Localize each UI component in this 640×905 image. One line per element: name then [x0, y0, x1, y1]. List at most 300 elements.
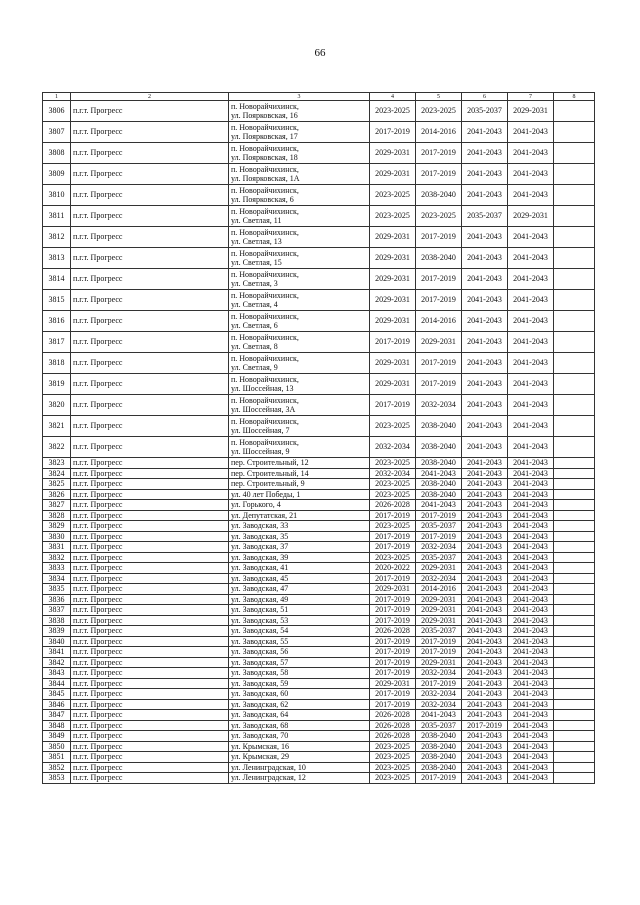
period-cell-y7: 2041-2043 [508, 164, 554, 185]
empty-cell [554, 668, 595, 679]
period-cell-y5: 2023-2025 [416, 206, 462, 227]
empty-cell [554, 710, 595, 721]
settlement-cell: п.г.т. Прогресс [71, 374, 229, 395]
period-cell-y7: 2041-2043 [508, 584, 554, 595]
address-line: ул. 40 лет Победы, 1 [231, 489, 301, 499]
address-line: ул. Поярковская, 18 [231, 153, 298, 162]
address-line: ул. Заводская, 35 [231, 531, 289, 541]
period-cell-y5: 2038-2040 [416, 762, 462, 773]
period-cell-y5: 2029-2031 [416, 657, 462, 668]
address-line: ул. Светлая, 15 [231, 258, 282, 267]
period-cell-y5: 2038-2040 [416, 437, 462, 458]
period-cell-y6: 2041-2043 [462, 227, 508, 248]
empty-cell [554, 468, 595, 479]
period-cell-y4: 2017-2019 [370, 668, 416, 679]
address-line: ул. Заводская, 51 [231, 605, 289, 614]
row-number-cell: 3844 [43, 678, 71, 689]
settlement-cell: п.г.т. Прогресс [71, 269, 229, 290]
row-number-cell: 3841 [43, 647, 71, 658]
address-cell [229, 489, 370, 500]
table-row [43, 626, 595, 637]
address-line: ул. Светлая, 6 [231, 321, 278, 330]
period-cell-y5: 2029-2031 [416, 605, 462, 616]
address-cell [229, 458, 370, 469]
period-cell-y6: 2041-2043 [462, 647, 508, 658]
table-row [43, 552, 595, 563]
address-cell [229, 500, 370, 511]
period-cell-y6: 2041-2043 [462, 290, 508, 311]
address-cell [229, 521, 370, 532]
settlement-cell: п.г.т. Прогресс [71, 657, 229, 668]
address-line: ул. Заводская, 54 [231, 626, 289, 635]
settlement-cell: п.г.т. Прогресс [71, 752, 229, 763]
address-line: пер. Строительный, 9 [231, 479, 305, 488]
address-cell [229, 762, 370, 773]
column-header: 2 [71, 93, 229, 101]
period-cell-y7: 2041-2043 [508, 468, 554, 479]
address-line: ул. Светлая, 3 [231, 279, 278, 288]
empty-cell [554, 626, 595, 637]
period-cell-y5: 2035-2037 [416, 626, 462, 637]
period-cell-y7: 2041-2043 [508, 657, 554, 668]
address-line: ул. Поярковская, 6 [231, 195, 294, 204]
address-cell [229, 615, 370, 626]
empty-cell [554, 374, 595, 395]
empty-cell [554, 143, 595, 164]
settlement-cell: п.г.т. Прогресс [71, 395, 229, 416]
empty-cell [554, 741, 595, 752]
period-cell-y5: 2017-2019 [416, 773, 462, 784]
row-number-cell: 3820 [43, 395, 71, 416]
period-cell-y7: 2041-2043 [508, 437, 554, 458]
address-cell [229, 720, 370, 731]
address-cell [229, 353, 370, 374]
table-row [43, 647, 595, 658]
address-line: ул. Заводская, 62 [231, 699, 289, 709]
address-cell [229, 626, 370, 637]
period-cell-y4: 2026-2028 [370, 731, 416, 742]
address-cell [229, 594, 370, 605]
period-cell-y7: 2041-2043 [508, 510, 554, 521]
period-cell-y5: 2041-2043 [416, 710, 462, 721]
row-number-cell: 3843 [43, 668, 71, 679]
period-cell-y6: 2041-2043 [462, 374, 508, 395]
period-cell-y7: 2041-2043 [508, 521, 554, 532]
period-cell-y5: 2032-2034 [416, 542, 462, 553]
row-number-cell: 3811 [43, 206, 71, 227]
period-cell-y6: 2041-2043 [462, 143, 508, 164]
period-cell-y5: 2017-2019 [416, 636, 462, 647]
period-cell-y5: 2017-2019 [416, 227, 462, 248]
settlement-cell: п.г.т. Прогресс [71, 164, 229, 185]
period-cell-y4: 2017-2019 [370, 636, 416, 647]
table-row [43, 773, 595, 784]
settlement-cell: п.г.т. Прогресс [71, 594, 229, 605]
address-line: ул. Крымская, 16 [231, 741, 289, 751]
empty-cell [554, 762, 595, 773]
period-cell-y5: 2017-2019 [416, 647, 462, 658]
address-cell [229, 678, 370, 689]
empty-cell [554, 689, 595, 700]
empty-cell [554, 731, 595, 742]
period-cell-y6: 2041-2043 [462, 185, 508, 206]
period-cell-y7: 2041-2043 [508, 143, 554, 164]
period-cell-y6: 2041-2043 [462, 773, 508, 784]
address-line: ул. Заводская, 68 [231, 720, 289, 730]
address-line: пер. Строительный, 14 [231, 468, 309, 478]
period-cell-y4: 2023-2025 [370, 773, 416, 784]
period-cell-y6: 2035-2037 [462, 206, 508, 227]
period-cell-y5: 2041-2043 [416, 500, 462, 511]
period-cell-y4: 2020-2022 [370, 563, 416, 574]
address-line: ул. Заводская, 33 [231, 521, 289, 530]
table-row [43, 689, 595, 700]
address-cell [229, 699, 370, 710]
period-cell-y7: 2041-2043 [508, 668, 554, 679]
period-cell-y7: 2041-2043 [508, 636, 554, 647]
empty-cell [554, 773, 595, 784]
row-number-cell: 3835 [43, 584, 71, 595]
address-line: ул. Заводская, 57 [231, 657, 289, 667]
period-cell-y6: 2041-2043 [462, 605, 508, 616]
table-row [43, 437, 595, 458]
period-cell-y7: 2041-2043 [508, 615, 554, 626]
period-cell-y7: 2041-2043 [508, 227, 554, 248]
period-cell-y4: 2029-2031 [370, 311, 416, 332]
address-cell [229, 731, 370, 742]
period-cell-y6: 2041-2043 [462, 710, 508, 721]
empty-cell [554, 185, 595, 206]
row-number-cell: 3850 [43, 741, 71, 752]
settlement-cell: п.г.т. Прогресс [71, 615, 229, 626]
address-cell [229, 332, 370, 353]
period-cell-y5: 2038-2040 [416, 416, 462, 437]
period-cell-y5: 2038-2040 [416, 731, 462, 742]
row-number-cell: 3826 [43, 489, 71, 500]
address-line: п. Новорайчихинск, [231, 122, 299, 132]
column-header: 1 [43, 93, 71, 101]
period-cell-y6: 2041-2043 [462, 731, 508, 742]
page-number: 66 [314, 47, 326, 59]
period-cell-y4: 2029-2031 [370, 678, 416, 689]
empty-cell [554, 720, 595, 731]
period-cell-y4: 2017-2019 [370, 699, 416, 710]
period-cell-y6: 2041-2043 [462, 584, 508, 595]
address-line: п. Новорайчихинск, [231, 395, 299, 405]
settlement-cell: п.г.т. Прогресс [71, 458, 229, 469]
row-number-cell: 3818 [43, 353, 71, 374]
period-cell-y4: 2023-2025 [370, 206, 416, 227]
table-row [43, 636, 595, 647]
address-cell [229, 122, 370, 143]
period-cell-y5: 2038-2040 [416, 185, 462, 206]
period-cell-y7: 2041-2043 [508, 458, 554, 469]
table-row [43, 479, 595, 490]
period-cell-y5: 2038-2040 [416, 458, 462, 469]
period-cell-y7: 2029-2031 [508, 206, 554, 227]
period-cell-y5: 2035-2037 [416, 521, 462, 532]
address-line: ул. Заводская, 55 [231, 636, 289, 646]
period-cell-y5: 2038-2040 [416, 489, 462, 500]
address-line: ул. Шоссейная, 9 [231, 447, 290, 456]
period-cell-y4: 2023-2025 [370, 752, 416, 763]
address-line: п. Новорайчихинск, [231, 248, 299, 258]
row-number-cell: 3817 [43, 332, 71, 353]
period-cell-y6: 2041-2043 [462, 552, 508, 563]
settlement-cell: п.г.т. Прогресс [71, 605, 229, 616]
period-cell-y7: 2041-2043 [508, 479, 554, 490]
address-line: ул. Заводская, 53 [231, 615, 289, 625]
period-cell-y4: 2017-2019 [370, 647, 416, 658]
settlement-cell: п.г.т. Прогресс [71, 699, 229, 710]
address-line: ул. Поярковская, 16 [231, 111, 298, 120]
address-line: п. Новорайчихинск, [231, 164, 299, 174]
period-cell-y7: 2041-2043 [508, 752, 554, 763]
period-cell-y6: 2041-2043 [462, 657, 508, 668]
empty-cell [554, 290, 595, 311]
settlement-cell: п.г.т. Прогресс [71, 101, 229, 122]
settlement-cell: п.г.т. Прогресс [71, 773, 229, 784]
address-line: ул. Светлая, 8 [231, 342, 278, 351]
period-cell-y5: 2017-2019 [416, 290, 462, 311]
settlement-cell: п.г.т. Прогресс [71, 626, 229, 637]
period-cell-y7: 2041-2043 [508, 542, 554, 553]
empty-cell [554, 573, 595, 584]
period-cell-y6: 2041-2043 [462, 395, 508, 416]
table-row [43, 720, 595, 731]
address-cell [229, 668, 370, 679]
period-cell-y4: 2032-2034 [370, 437, 416, 458]
period-cell-y7: 2041-2043 [508, 332, 554, 353]
table-row [43, 594, 595, 605]
period-cell-y4: 2023-2025 [370, 489, 416, 500]
table-row [43, 710, 595, 721]
period-cell-y7: 2041-2043 [508, 626, 554, 637]
period-cell-y6: 2041-2043 [462, 479, 508, 490]
period-cell-y4: 2023-2025 [370, 552, 416, 563]
table-row [43, 741, 595, 752]
settlement-cell: п.г.т. Прогресс [71, 206, 229, 227]
settlement-cell: п.г.т. Прогресс [71, 248, 229, 269]
period-cell-y7: 2041-2043 [508, 395, 554, 416]
period-cell-y4: 2026-2028 [370, 626, 416, 637]
address-cell [229, 584, 370, 595]
empty-cell [554, 227, 595, 248]
row-number-cell: 3847 [43, 710, 71, 721]
address-line: п. Новорайчихинск, [231, 269, 299, 279]
row-number-cell: 3806 [43, 101, 71, 122]
address-cell [229, 542, 370, 553]
row-number-cell: 3807 [43, 122, 71, 143]
period-cell-y6: 2041-2043 [462, 122, 508, 143]
empty-cell [554, 542, 595, 553]
address-line: ул. Заводская, 45 [231, 573, 289, 583]
row-number-cell: 3837 [43, 605, 71, 616]
period-cell-y5: 2032-2034 [416, 668, 462, 679]
period-cell-y4: 2017-2019 [370, 657, 416, 668]
address-cell [229, 647, 370, 658]
settlement-cell: п.г.т. Прогресс [71, 143, 229, 164]
address-cell [229, 248, 370, 269]
empty-cell [554, 500, 595, 511]
period-cell-y4: 2017-2019 [370, 332, 416, 353]
row-number-cell: 3814 [43, 269, 71, 290]
period-cell-y4: 2029-2031 [370, 248, 416, 269]
address-line: пер. Строительный, 12 [231, 458, 309, 467]
period-cell-y7: 2041-2043 [508, 573, 554, 584]
table-row [43, 563, 595, 574]
address-line: п. Новорайчихинск, [231, 416, 299, 426]
period-cell-y6: 2041-2043 [462, 332, 508, 353]
empty-cell [554, 521, 595, 532]
table-row [43, 353, 595, 374]
table-row [43, 615, 595, 626]
address-cell [229, 416, 370, 437]
table-row [43, 143, 595, 164]
settlement-cell: п.г.т. Прогресс [71, 416, 229, 437]
period-cell-y7: 2041-2043 [508, 741, 554, 752]
period-cell-y6: 2041-2043 [462, 762, 508, 773]
period-cell-y5: 2032-2034 [416, 699, 462, 710]
address-line: ул. Заводская, 56 [231, 647, 289, 656]
address-line: ул. Заводская, 59 [231, 678, 289, 688]
period-cell-y7: 2041-2043 [508, 248, 554, 269]
period-cell-y7: 2041-2043 [508, 353, 554, 374]
period-cell-y7: 2041-2043 [508, 563, 554, 574]
table-row [43, 374, 595, 395]
period-cell-y5: 2041-2043 [416, 468, 462, 479]
settlement-cell: п.г.т. Прогресс [71, 489, 229, 500]
period-cell-y5: 2017-2019 [416, 678, 462, 689]
address-cell [229, 531, 370, 542]
period-cell-y5: 2014-2016 [416, 584, 462, 595]
address-cell [229, 552, 370, 563]
period-cell-y5: 2017-2019 [416, 143, 462, 164]
period-cell-y6: 2041-2043 [462, 594, 508, 605]
settlement-cell: п.г.т. Прогресс [71, 531, 229, 542]
row-number-cell: 3839 [43, 626, 71, 637]
empty-cell [554, 269, 595, 290]
empty-cell [554, 311, 595, 332]
column-header: 4 [370, 93, 416, 101]
row-number-cell: 3816 [43, 311, 71, 332]
period-cell-y4: 2017-2019 [370, 510, 416, 521]
period-cell-y6: 2041-2043 [462, 741, 508, 752]
address-line: п. Новорайчихинск, [231, 437, 299, 447]
row-number-cell: 3836 [43, 594, 71, 605]
settlement-cell: п.г.т. Прогресс [71, 689, 229, 700]
period-cell-y4: 2029-2031 [370, 164, 416, 185]
table-row [43, 248, 595, 269]
address-line: п. Новорайчихинск, [231, 332, 299, 342]
empty-cell [554, 605, 595, 616]
row-number-cell: 3808 [43, 143, 71, 164]
period-cell-y6: 2041-2043 [462, 668, 508, 679]
period-cell-y5: 2029-2031 [416, 615, 462, 626]
period-cell-y4: 2017-2019 [370, 531, 416, 542]
address-line: п. Новорайчихинск, [231, 311, 299, 321]
address-line: п. Новорайчихинск, [231, 101, 299, 111]
period-cell-y7: 2041-2043 [508, 731, 554, 742]
column-header: 7 [508, 93, 554, 101]
period-cell-y4: 2017-2019 [370, 594, 416, 605]
period-cell-y5: 2032-2034 [416, 395, 462, 416]
period-cell-y4: 2023-2025 [370, 762, 416, 773]
settlement-cell: п.г.т. Прогресс [71, 762, 229, 773]
table-row [43, 468, 595, 479]
address-cell [229, 143, 370, 164]
settlement-cell: п.г.т. Прогресс [71, 678, 229, 689]
address-line: ул. Светлая, 13 [231, 237, 282, 246]
address-cell [229, 689, 370, 700]
row-number-cell: 3832 [43, 552, 71, 563]
period-cell-y7: 2041-2043 [508, 122, 554, 143]
settlement-cell: п.г.т. Прогресс [71, 311, 229, 332]
table-row [43, 500, 595, 511]
period-cell-y6: 2041-2043 [462, 636, 508, 647]
table-row [43, 584, 595, 595]
empty-cell [554, 563, 595, 574]
period-cell-y6: 2041-2043 [462, 563, 508, 574]
address-line: ул. Поярковская, 1А [231, 174, 300, 183]
address-line: п. Новорайчихинск, [231, 290, 299, 300]
row-number-cell: 3819 [43, 374, 71, 395]
table-row [43, 416, 595, 437]
period-cell-y4: 2017-2019 [370, 542, 416, 553]
period-cell-y4: 2017-2019 [370, 615, 416, 626]
period-cell-y4: 2026-2028 [370, 710, 416, 721]
settlement-cell: п.г.т. Прогресс [71, 521, 229, 532]
period-cell-y7: 2041-2043 [508, 710, 554, 721]
period-cell-y6: 2041-2043 [462, 699, 508, 710]
table-row [43, 542, 595, 553]
address-cell [229, 227, 370, 248]
address-cell [229, 101, 370, 122]
column-number-row [43, 93, 595, 101]
period-cell-y4: 2029-2031 [370, 584, 416, 595]
table-row [43, 510, 595, 521]
empty-cell [554, 416, 595, 437]
row-number-cell: 3838 [43, 615, 71, 626]
address-line: п. Новорайчихинск, [231, 353, 299, 363]
settlement-cell: п.г.т. Прогресс [71, 584, 229, 595]
row-number-cell: 3840 [43, 636, 71, 647]
empty-cell [554, 510, 595, 521]
address-line: ул. Заводская, 64 [231, 710, 289, 719]
period-cell-y6: 2041-2043 [462, 353, 508, 374]
settlement-cell: п.г.т. Прогресс [71, 185, 229, 206]
period-cell-y4: 2023-2025 [370, 185, 416, 206]
row-number-cell: 3845 [43, 689, 71, 700]
table-row [43, 122, 595, 143]
row-number-cell: 3833 [43, 563, 71, 574]
row-number-cell: 3809 [43, 164, 71, 185]
settlement-cell: п.г.т. Прогресс [71, 731, 229, 742]
settlement-cell: п.г.т. Прогресс [71, 468, 229, 479]
empty-cell [554, 437, 595, 458]
period-cell-y5: 2029-2031 [416, 594, 462, 605]
period-cell-y6: 2041-2043 [462, 311, 508, 332]
empty-cell [554, 531, 595, 542]
table-row [43, 678, 595, 689]
period-cell-y4: 2023-2025 [370, 521, 416, 532]
settlement-cell: п.г.т. Прогресс [71, 720, 229, 731]
table-row [43, 605, 595, 616]
empty-cell [554, 615, 595, 626]
period-cell-y6: 2041-2043 [462, 542, 508, 553]
empty-cell [554, 752, 595, 763]
table-row [43, 185, 595, 206]
